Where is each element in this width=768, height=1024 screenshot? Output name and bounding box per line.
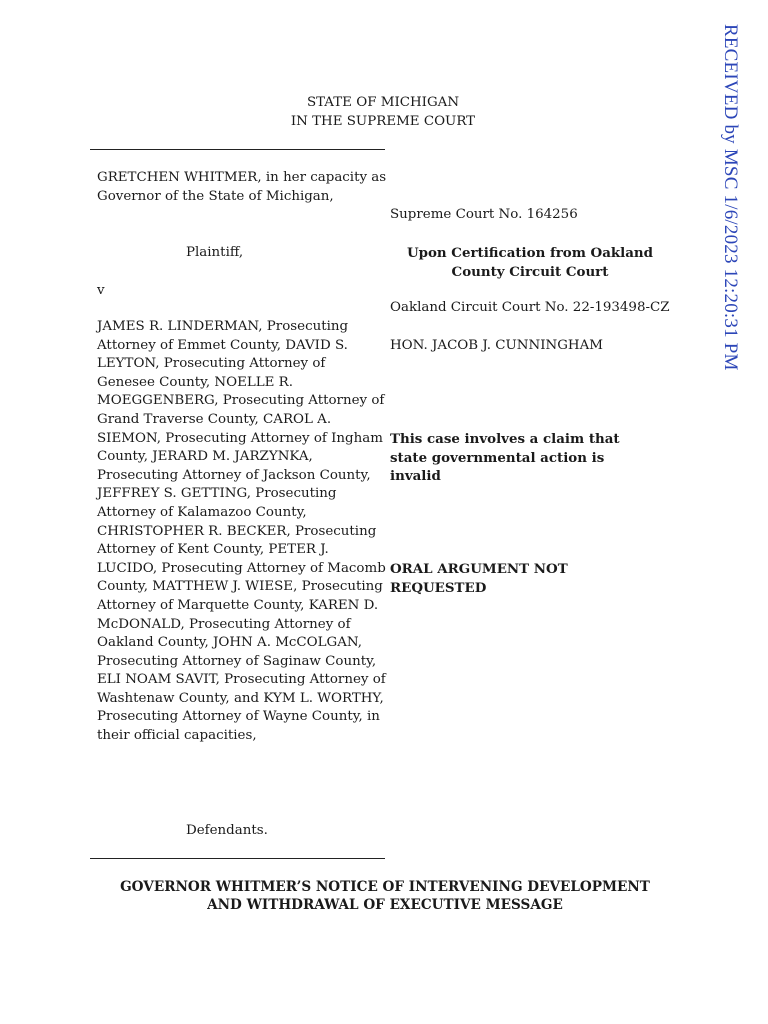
caption-bottom-rule — [90, 858, 385, 859]
invalid-action-notice: This case involves a claim that state governmental action is invalid — [390, 431, 620, 485]
court-header — [200, 94, 566, 131]
plaintiff-role: Plaintiff, — [186, 245, 244, 260]
caption-top-rule — [90, 149, 385, 150]
versus: v — [97, 283, 105, 298]
state-name: STATE OF MICHIGAN — [306, 95, 460, 110]
judge-name: HON. JACOB J. CUNNINGHAM — [390, 338, 603, 353]
circuit-court-number: Oakland Circuit Court No. 22-193498-CZ — [390, 300, 670, 315]
oral-argument-notice: ORAL ARGUMENT NOT REQUESTED — [390, 561, 568, 596]
court-name: IN THE SUPREME COURT — [290, 113, 476, 129]
plaintiff-name: GRETCHEN WHITMER, in her capacity as Governor of the State of Michigan, — [97, 170, 387, 204]
defendants-role: Defendants. — [186, 823, 268, 838]
document-title-line-1: GOVERNOR WHITMER’S NOTICE OF INTERVENING DEVELOPMENT — [120, 879, 650, 895]
document-title — [90, 878, 680, 915]
supreme-court-number: Supreme Court No. 164256 — [390, 207, 578, 222]
certification-notice: Upon Certification from Oakland County Circuit Court — [406, 245, 654, 280]
document-title-line-2: AND WITHDRAWAL OF EXECUTIVE MESSAGE — [207, 897, 563, 914]
received-stamp: RECEIVED by MSC 1/6/2023 12:20:31 PM — [720, 24, 741, 371]
defendants-names: JAMES R. LINDERMAN, Prosecuting Attorney of Emmet County, DAVID S. LEYTON, Prosecuting Attorney of Genesee County, NOELLE R. MOEGGENBERG, Prosecuting Attorney of Grand Traverse County, CAROL A. SIEMON, Prosecuting Attorney of Ingham County, JERARD M. JARZYNKA, Prosecuting Attorney of Jackson County, JEFFREY S. GETTING, Prosecuting Attorney of Kalamazoo County, CHRISTOPHER R. BECKER, Prosecuting Attorney of Kent County, PETER J. LUCIDO, Prosecuting Attorney of Macomb County, MATTHEW J. WIESE, Prosecuting Attorney of Marquette County, KAREN D. McDONALD, Prosecuting Attorney of Oakland County, JOHN A. McCOLGAN, Prosecuting Attorney of Saginaw County, ELI NOAM SAVIT, Prosecuting Attorney of Washtenaw County, and KYM L. WORTHY, Prosecuting Attorney of Wayne County, in their official capacities, — [97, 319, 386, 744]
